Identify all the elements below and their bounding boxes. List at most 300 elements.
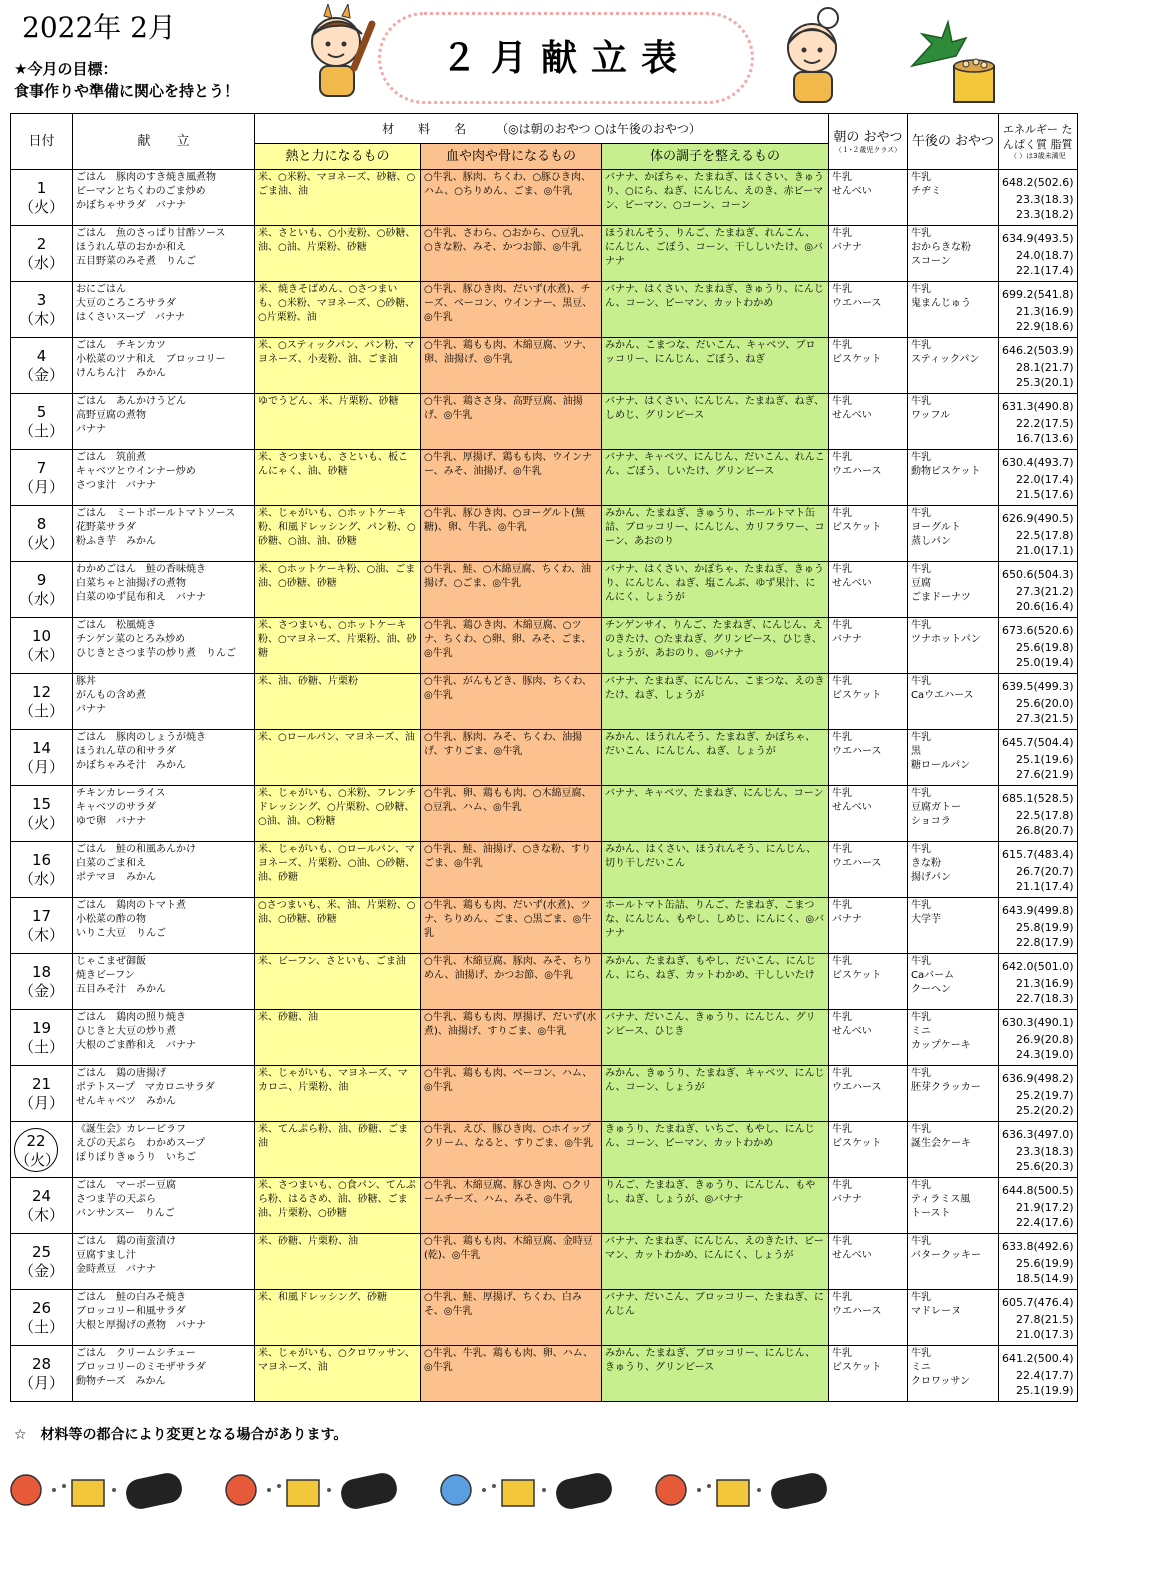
day-number: 17 bbox=[31, 906, 52, 925]
afternoon-snack-item: ミニ bbox=[911, 1362, 931, 1373]
dish-item: 小松菜の酢の物 bbox=[76, 914, 146, 925]
day-wrap bbox=[14, 347, 69, 385]
dish-item: 高野豆腐の煮物 bbox=[76, 410, 146, 421]
morning-snack-item: 牛乳 bbox=[832, 1012, 852, 1023]
day-of-week: （金） bbox=[18, 1261, 64, 1280]
energy-food-cell: 米、和風ドレッシング、砂糖 bbox=[255, 1290, 421, 1346]
menu-row bbox=[11, 562, 1078, 618]
energy-food-cell: 米、○ホットケーキ粉、○油、ごま油、○砂糖、砂糖 bbox=[255, 562, 421, 618]
fat-value: 25.1(19.9) bbox=[1016, 1384, 1074, 1397]
nutrition-cell bbox=[999, 898, 1078, 954]
protein-value: 26.7(20.7) bbox=[1016, 865, 1074, 878]
day-of-week: （火） bbox=[18, 813, 64, 832]
header-afternoon-snack: 午後の おやつ bbox=[908, 114, 999, 170]
condition-food-cell: バナナ、キャベツ、にんじん、だいこん、れんこん、ごぼう、しいたけ、グリンピース bbox=[602, 450, 829, 506]
header-nutrition bbox=[999, 114, 1078, 170]
masu-box-icon bbox=[717, 1480, 749, 1506]
morning-snack-cell bbox=[829, 506, 908, 562]
dish-item: ごはん チキンカツ bbox=[76, 340, 166, 351]
dish-item: 花野菜サラダ bbox=[76, 522, 136, 533]
day-number: 8 bbox=[36, 514, 47, 533]
energy-food-cell: 米、じゃがいも、マヨネーズ、マカロニ、片栗粉、油 bbox=[255, 1066, 421, 1122]
menu-cell bbox=[73, 562, 255, 618]
menu-row bbox=[11, 1178, 1078, 1234]
footer-deco-group bbox=[656, 1471, 830, 1510]
body-food-cell: ○牛乳、鮭、○木綿豆腐、ちくわ、油揚げ、○ごま、◎牛乳 bbox=[421, 562, 602, 618]
afternoon-snack-item: ごまドーナツ bbox=[911, 592, 971, 603]
energy-value: 644.8(500.5) bbox=[1002, 1184, 1074, 1197]
morning-snack-item: ウエハース bbox=[832, 746, 882, 757]
dish-item: ごはん 鮭の和風あんかけ bbox=[76, 844, 196, 855]
dish-item: キャベツとウインナー炒め bbox=[76, 466, 196, 477]
dish-item: バンサンスー りんご bbox=[76, 1208, 175, 1219]
afternoon-snack-item: 牛乳 bbox=[911, 1068, 931, 1079]
header-morning-snack bbox=[829, 114, 908, 170]
condition-food-cell: バナナ、たまねぎ、にんじん、こまつな、えのきたけ、ねぎ、しょうが bbox=[602, 674, 829, 730]
menu-cell bbox=[73, 1178, 255, 1234]
morning-snack-item: せんべい bbox=[832, 1026, 872, 1037]
energy-food-cell: 米、じゃがいも、○クロワッサン、マヨネーズ、油 bbox=[255, 1346, 421, 1402]
nutrition-cell bbox=[999, 1234, 1078, 1290]
afternoon-snack-item: 牛乳 bbox=[911, 844, 931, 855]
body-food-cell: ○牛乳、鶏もも肉、木綿豆腐、ツナ、卵、油揚げ、◎牛乳 bbox=[421, 338, 602, 394]
afternoon-snack-item: 胚芽クラッカー bbox=[911, 1082, 981, 1093]
footer-deco-group bbox=[226, 1471, 400, 1510]
dish-item: ごはん クリームシチュー bbox=[76, 1348, 196, 1359]
day-cell bbox=[11, 1234, 73, 1290]
afternoon-snack-item: クーヘン bbox=[911, 984, 951, 995]
morning-snack-item: 牛乳 bbox=[832, 732, 852, 743]
energy-food-cell: ゆでうどん、米、片栗粉、砂糖 bbox=[255, 394, 421, 450]
condition-food-cell: きゅうり、たまねぎ、いちご、もやし、にんじん、コーン、ピーマン、カットわかめ bbox=[602, 1122, 829, 1178]
girl-with-beans-illustration bbox=[770, 4, 860, 108]
day-wrap bbox=[14, 403, 69, 441]
afternoon-snack-item: ミニ bbox=[911, 1026, 931, 1037]
afternoon-snack-cell bbox=[908, 1066, 999, 1122]
bean-dot-icon bbox=[697, 1488, 701, 1492]
dish-item: 豆腐すまし汁 bbox=[76, 1250, 136, 1261]
morning-snack-cell bbox=[829, 394, 908, 450]
energy-value: 626.9(490.5) bbox=[1002, 512, 1074, 525]
afternoon-snack-item: 牛乳 bbox=[911, 788, 931, 799]
dish-item: はくさいスープ バナナ bbox=[76, 312, 185, 323]
footer-deco-group bbox=[11, 1471, 185, 1510]
dish-item: ほうれん草のおかか和え bbox=[76, 242, 186, 253]
dish-item: チンゲン菜のとろみ炒め bbox=[76, 634, 186, 645]
dish-item: 焼きビーフン bbox=[76, 970, 135, 981]
day-number: 9 bbox=[36, 570, 47, 589]
nutrition-cell bbox=[999, 1122, 1078, 1178]
fat-value: 25.6(20.3) bbox=[1016, 1160, 1074, 1173]
dish-item: ごはん 鶏肉の照り焼き bbox=[76, 1012, 186, 1023]
energy-food-cell: 米、焼きそばめん、○さつまいも、○米粉、マヨネーズ、○砂糖、○片栗粉、油 bbox=[255, 282, 421, 338]
holly-and-masu-illustration bbox=[902, 16, 1002, 108]
condition-food-cell: バナナ、だいこん、きゅうり、にんじん、グリンピース、ひじき bbox=[602, 1010, 829, 1066]
energy-value: 645.7(504.4) bbox=[1002, 736, 1074, 749]
afternoon-snack-item: ショコラ bbox=[911, 816, 951, 827]
menu-title: ２月献立表 bbox=[440, 38, 691, 79]
menu-cell bbox=[73, 394, 255, 450]
dish-item: ごはん あんかけうどん bbox=[76, 396, 186, 407]
menu-cell bbox=[73, 730, 255, 786]
nutrition-cell bbox=[999, 786, 1078, 842]
dish-item: ごはん 豚肉のしょうが焼き bbox=[76, 732, 206, 743]
day-cell bbox=[11, 786, 73, 842]
energy-food-cell: 米、じゃがいも、○ロールパン、マヨネーズ、片栗粉、○油、○砂糖、油、砂糖 bbox=[255, 842, 421, 898]
dish-item: 動物チーズ みかん bbox=[76, 1376, 166, 1387]
morning-snack-item: ウエハース bbox=[832, 1082, 882, 1093]
afternoon-snack-item: 豆腐ガトー bbox=[911, 802, 961, 813]
morning-snack-cell bbox=[829, 1178, 908, 1234]
energy-value: 634.9(493.5) bbox=[1002, 232, 1074, 245]
morning-snack-item: ビスケット bbox=[832, 354, 882, 365]
day-number: 7 bbox=[36, 458, 47, 477]
day-number: 10 bbox=[31, 626, 52, 645]
nutrition-cell bbox=[999, 170, 1078, 226]
menu-cell bbox=[73, 618, 255, 674]
day-wrap bbox=[14, 291, 69, 329]
dish-item: ごはん 豚肉のすき焼き風煮物 bbox=[76, 172, 216, 183]
energy-value: 643.9(499.8) bbox=[1002, 904, 1074, 917]
dish-item: 粉ふき芋 みかん bbox=[76, 536, 156, 547]
fat-value: 22.9(18.6) bbox=[1016, 320, 1074, 333]
day-number: 16 bbox=[31, 850, 52, 869]
condition-food-cell: バナナ、だいこん、ブロッコリー、たまねぎ、にんじん bbox=[602, 1290, 829, 1346]
afternoon-snack-item: 誕生会ケーキ bbox=[911, 1138, 971, 1149]
morning-snack-item: せんべい bbox=[832, 802, 872, 813]
morning-snack-item: ビスケット bbox=[832, 1362, 882, 1373]
condition-food-cell: ホールトマト缶詰、りんご、たまねぎ、こまつな、にんじん、もやし、しめじ、にんにく、◎バナナ bbox=[602, 898, 829, 954]
dish-item: ごはん ミートボールトマトソース bbox=[76, 508, 236, 519]
condition-food-cell: みかん、たまねぎ、ブロッコリー、にんじん、きゅうり、グリンピース bbox=[602, 1346, 829, 1402]
monthly-menu-table bbox=[10, 113, 1078, 1402]
fat-value: 23.3(18.2) bbox=[1016, 208, 1074, 221]
day-number: 12 bbox=[31, 682, 52, 701]
morning-snack-item: ビスケット bbox=[832, 1138, 882, 1149]
menu-cell bbox=[73, 282, 255, 338]
energy-food-cell: 米、○ロールパン、マヨネーズ、油 bbox=[255, 730, 421, 786]
dish-item: 大豆のころころサラダ bbox=[76, 298, 176, 309]
nutrition-cell bbox=[999, 1066, 1078, 1122]
protein-value: 25.1(19.6) bbox=[1016, 753, 1074, 766]
day-number: 21 bbox=[31, 1074, 52, 1093]
menu-cell bbox=[73, 1346, 255, 1402]
afternoon-snack-item: チヂミ bbox=[911, 186, 941, 197]
menu-cell bbox=[73, 338, 255, 394]
fat-value: 25.3(20.1) bbox=[1016, 376, 1074, 389]
protein-value: 28.1(21.7) bbox=[1016, 361, 1074, 374]
bean-dot-icon bbox=[327, 1488, 331, 1492]
day-wrap bbox=[14, 683, 69, 721]
morning-snack-item: せんべい bbox=[832, 410, 872, 421]
morning-snack-item: 牛乳 bbox=[832, 1124, 852, 1135]
nutrition-cell bbox=[999, 450, 1078, 506]
fat-value: 22.7(18.3) bbox=[1016, 992, 1074, 1005]
day-wrap bbox=[14, 1187, 69, 1225]
footer-deco-group bbox=[441, 1471, 615, 1510]
day-cell bbox=[11, 506, 73, 562]
energy-value: 699.2(541.8) bbox=[1002, 288, 1074, 301]
energy-food-cell: 米、砂糖、油 bbox=[255, 1010, 421, 1066]
header-condition-food: 体の調子を整えるもの bbox=[602, 144, 829, 170]
body-food-cell: ○牛乳、厚揚げ、鶏もも肉、ウインナー、みそ、油揚げ、◎牛乳 bbox=[421, 450, 602, 506]
nutrition-cell bbox=[999, 1290, 1078, 1346]
afternoon-snack-cell bbox=[908, 618, 999, 674]
menu-row bbox=[11, 898, 1078, 954]
morning-snack-item: 牛乳 bbox=[832, 620, 852, 631]
protein-value: 26.9(20.8) bbox=[1016, 1033, 1074, 1046]
morning-snack-cell bbox=[829, 562, 908, 618]
fat-value: 18.5(14.9) bbox=[1016, 1272, 1074, 1285]
nutrition-cell bbox=[999, 618, 1078, 674]
body-food-cell: ○牛乳、鮭、厚揚げ、ちくわ、白みそ、◎牛乳 bbox=[421, 1290, 602, 1346]
afternoon-snack-cell bbox=[908, 1010, 999, 1066]
morning-snack-item: ウエハース bbox=[832, 1306, 882, 1317]
afternoon-snack-item: スコーン bbox=[911, 256, 951, 267]
afternoon-snack-item: 牛乳 bbox=[911, 396, 931, 407]
morning-snack-item: ウエハース bbox=[832, 298, 882, 309]
fat-value: 21.1(17.4) bbox=[1016, 880, 1074, 893]
condition-food-cell: バナナ、かぼちゃ、たまねぎ、はくさい、きゅうり、○にら、ねぎ、にんじん、えのき、赤ピーマン、ピーマン、○コーン、コーン bbox=[602, 170, 829, 226]
energy-food-cell: 米、さといも、○小麦粉、○砂糖、油、○油、片栗粉、砂糖 bbox=[255, 226, 421, 282]
morning-snack-item: バナナ bbox=[832, 1194, 862, 1205]
day-of-week: （土） bbox=[18, 421, 64, 440]
nutrition-cell bbox=[999, 562, 1078, 618]
dish-item: ごはん 筑前煮 bbox=[76, 452, 146, 463]
energy-value: 615.7(483.4) bbox=[1002, 848, 1074, 861]
dish-item: バナナ bbox=[76, 704, 106, 715]
morning-snack-item: 牛乳 bbox=[832, 1180, 852, 1191]
bean-dot-icon bbox=[112, 1488, 116, 1492]
day-of-week: （木） bbox=[18, 1205, 64, 1224]
protein-value: 22.5(17.8) bbox=[1016, 529, 1074, 542]
day-of-week: （金） bbox=[18, 981, 64, 1000]
fat-value: 21.0(17.3) bbox=[1016, 1328, 1074, 1341]
fat-value: 22.1(17.4) bbox=[1016, 264, 1074, 277]
oni-face-icon bbox=[656, 1475, 686, 1505]
dish-item: ごはん 松風焼き bbox=[76, 620, 156, 631]
day-cell bbox=[11, 1346, 73, 1402]
protein-value: 22.5(17.8) bbox=[1016, 809, 1074, 822]
afternoon-snack-cell bbox=[908, 954, 999, 1010]
nutrition-cell bbox=[999, 394, 1078, 450]
morning-snack-cell bbox=[829, 282, 908, 338]
morning-snack-item: 牛乳 bbox=[832, 900, 852, 911]
menu-row bbox=[11, 842, 1078, 898]
fat-value: 24.3(19.0) bbox=[1016, 1048, 1074, 1061]
day-wrap bbox=[14, 1243, 69, 1281]
protein-value: 22.2(17.5) bbox=[1016, 417, 1074, 430]
bean-dot-icon bbox=[277, 1484, 281, 1488]
day-number: 25 bbox=[31, 1242, 52, 1261]
day-of-week: （土） bbox=[18, 1317, 64, 1336]
afternoon-snack-item: 牛乳 bbox=[911, 956, 931, 967]
morning-snack-item: 牛乳 bbox=[832, 564, 852, 575]
morning-snack-cell bbox=[829, 1234, 908, 1290]
ehomaki-roll-icon bbox=[123, 1471, 184, 1510]
energy-food-cell: ○さつまいも、米、油、片栗粉、○油、○砂糖、砂糖 bbox=[255, 898, 421, 954]
nutrition-cell bbox=[999, 338, 1078, 394]
energy-value: 636.9(498.2) bbox=[1002, 1072, 1074, 1085]
afternoon-snack-cell bbox=[908, 1234, 999, 1290]
afternoon-snack-item: 大学芋 bbox=[911, 914, 941, 925]
afternoon-snack-cell bbox=[908, 338, 999, 394]
dish-item: ブロッコリー和風サラダ bbox=[76, 1306, 186, 1317]
header-morning-snack-note: （１･２歳児クラス） bbox=[834, 145, 902, 154]
day-cell bbox=[11, 898, 73, 954]
header-nutrition-note: （ ）は3歳未満児 bbox=[1009, 152, 1066, 160]
header-morning-snack-label: 朝の おやつ bbox=[833, 129, 903, 145]
morning-snack-item: 牛乳 bbox=[832, 1348, 852, 1359]
oni-face-icon bbox=[441, 1475, 471, 1505]
morning-snack-item: バナナ bbox=[832, 634, 862, 645]
dish-item: ぽりぽりきゅうり いちご bbox=[76, 1152, 196, 1163]
morning-snack-cell bbox=[829, 1066, 908, 1122]
menu-row bbox=[11, 786, 1078, 842]
body-food-cell: ○牛乳、鶏もも肉、ベーコン、ハム、◎牛乳 bbox=[421, 1066, 602, 1122]
afternoon-snack-item: 牛乳 bbox=[911, 172, 931, 183]
morning-snack-item: 牛乳 bbox=[832, 452, 852, 463]
condition-food-cell: バナナ、はくさい、にんじん、たまねぎ、ねぎ、しめじ、グリンピース bbox=[602, 394, 829, 450]
header-energy-food: 熱と力になるもの bbox=[255, 144, 421, 170]
afternoon-snack-item: バタークッキー bbox=[911, 1250, 981, 1261]
afternoon-snack-item: 牛乳 bbox=[911, 284, 931, 295]
protein-value: 22.0(17.4) bbox=[1016, 473, 1074, 486]
afternoon-snack-item: 黒 bbox=[911, 746, 921, 757]
menu-cell bbox=[73, 226, 255, 282]
day-wrap bbox=[14, 179, 69, 217]
condition-food-cell: みかん、ほうれんそう、たまねぎ、かぼちゃ、だいこん、にんじん、ねぎ、しょうが bbox=[602, 730, 829, 786]
afternoon-snack-cell bbox=[908, 282, 999, 338]
fat-value: 25.2(20.2) bbox=[1016, 1104, 1074, 1117]
afternoon-snack-item: ツナホットパン bbox=[911, 634, 981, 645]
fat-value: 21.5(17.6) bbox=[1016, 488, 1074, 501]
menu-cell bbox=[73, 1234, 255, 1290]
day-number: 22 bbox=[26, 1131, 46, 1150]
dish-item: ごはん マーボー豆腐 bbox=[76, 1180, 176, 1191]
day-of-week: （月） bbox=[18, 1373, 64, 1392]
nutrition-cell bbox=[999, 842, 1078, 898]
energy-value: 646.2(503.9) bbox=[1002, 344, 1074, 357]
day-wrap bbox=[14, 515, 69, 553]
day-wrap bbox=[14, 235, 69, 273]
day-cell bbox=[11, 338, 73, 394]
fat-value: 20.6(16.4) bbox=[1016, 600, 1074, 613]
day-wrap bbox=[14, 795, 69, 833]
masu-box-icon bbox=[287, 1480, 319, 1506]
day-number: 19 bbox=[31, 1018, 52, 1037]
day-wrap bbox=[14, 907, 69, 945]
ehomaki-roll-icon bbox=[768, 1471, 829, 1510]
dish-item: ごはん 鶏の唐揚げ bbox=[76, 1068, 166, 1079]
day-cell bbox=[11, 1122, 73, 1178]
menu-row bbox=[11, 674, 1078, 730]
dish-item: 白菜のごま和え bbox=[76, 858, 146, 869]
afternoon-snack-item: きな粉 bbox=[911, 858, 941, 869]
afternoon-snack-item: 糖ロールパン bbox=[911, 760, 971, 771]
day-cell bbox=[11, 1290, 73, 1346]
afternoon-snack-cell bbox=[908, 1290, 999, 1346]
morning-snack-item: 牛乳 bbox=[832, 1292, 852, 1303]
fat-value: 27.6(21.9) bbox=[1016, 768, 1074, 781]
fat-value: 16.7(13.6) bbox=[1016, 432, 1074, 445]
afternoon-snack-item: ワッフル bbox=[911, 410, 951, 421]
dish-item: ごはん 魚のさっぱり甘酢ソース bbox=[76, 228, 226, 239]
dish-item: がんもの含め煮 bbox=[76, 690, 146, 701]
menu-row bbox=[11, 338, 1078, 394]
afternoon-snack-item: 牛乳 bbox=[911, 732, 931, 743]
dish-item: 五目みそ汁 みかん bbox=[76, 984, 166, 995]
goal-heading: ★今月の目標： bbox=[14, 60, 118, 78]
condition-food-cell: バナナ、キャベツ、たまねぎ、にんじん、コーン bbox=[602, 786, 829, 842]
dish-item: ごはん 鶏肉のトマト煮 bbox=[76, 900, 186, 911]
dish-item: さつま芋の天ぷら bbox=[76, 1194, 156, 1205]
menu-table-body bbox=[11, 170, 1078, 1402]
day-cell bbox=[11, 674, 73, 730]
day-cell bbox=[11, 618, 73, 674]
afternoon-snack-item: クロワッサン bbox=[911, 1376, 970, 1387]
energy-value: 648.2(502.6) bbox=[1002, 176, 1074, 189]
body-food-cell: ○牛乳、鶏もも肉、厚揚げ、だいず(水煮)、油揚げ、すりごま、◎牛乳 bbox=[421, 1010, 602, 1066]
condition-food-cell: みかん、たまねぎ、きゅうり、ホールトマト缶詰、ブロッコリー、にんじん、カリフラワー、コーン、あおのり bbox=[602, 506, 829, 562]
morning-snack-cell bbox=[829, 842, 908, 898]
menu-cell bbox=[73, 898, 255, 954]
day-wrap bbox=[14, 1299, 69, 1337]
day-cell bbox=[11, 1178, 73, 1234]
body-food-cell: ○牛乳、豚ひき肉、だいず(水煮)、チーズ、ベーコン、ウインナー、黒豆、◎牛乳 bbox=[421, 282, 602, 338]
menu-row bbox=[11, 282, 1078, 338]
day-of-week: （木） bbox=[18, 925, 64, 944]
afternoon-snack-item: 牛乳 bbox=[911, 1236, 931, 1247]
morning-snack-cell bbox=[829, 674, 908, 730]
afternoon-snack-item: 牛乳 bbox=[911, 1124, 931, 1135]
masu-box-icon bbox=[72, 1480, 104, 1506]
menu-row bbox=[11, 1346, 1078, 1402]
menu-cell bbox=[73, 842, 255, 898]
day-wrap bbox=[14, 571, 69, 609]
dish-item: ひじきとさつま芋の炒り煮 りんご bbox=[76, 648, 236, 659]
nutrition-cell bbox=[999, 226, 1078, 282]
morning-snack-cell bbox=[829, 450, 908, 506]
morning-snack-item: 牛乳 bbox=[832, 956, 852, 967]
protein-value: 27.8(21.5) bbox=[1016, 1313, 1074, 1326]
dish-item: ほうれん草の和サラダ bbox=[76, 746, 176, 757]
day-cell bbox=[11, 730, 73, 786]
nutrition-cell bbox=[999, 506, 1078, 562]
afternoon-snack-cell bbox=[908, 394, 999, 450]
afternoon-snack-item: 蒸しパン bbox=[911, 536, 951, 547]
day-cell bbox=[11, 282, 73, 338]
bean-dot-icon bbox=[707, 1484, 711, 1488]
energy-food-cell: 米、○米粉、マヨネーズ、砂糖、○ごま油、油 bbox=[255, 170, 421, 226]
day-of-week: （水） bbox=[18, 253, 64, 272]
body-food-cell: ○牛乳、牛乳、鶏もも肉、卵、ハム、◎牛乳 bbox=[421, 1346, 602, 1402]
protein-value: 22.4(17.7) bbox=[1016, 1369, 1074, 1382]
day-of-week: （木） bbox=[18, 645, 64, 664]
condition-food-cell: みかん、こまつな、だいこん、キャベツ、ブロッコリー、にんじん、ごぼう、ねぎ bbox=[602, 338, 829, 394]
day-number: 2 bbox=[36, 234, 47, 253]
afternoon-snack-item: Caバーム bbox=[911, 970, 955, 981]
energy-value: 673.6(520.6) bbox=[1002, 624, 1074, 637]
bean-dot-icon bbox=[492, 1484, 496, 1488]
energy-food-cell: 米、砂糖、片栗粉、油 bbox=[255, 1234, 421, 1290]
day-of-week: （金） bbox=[18, 365, 64, 384]
menu-row bbox=[11, 226, 1078, 282]
dish-item: バナナ bbox=[76, 424, 106, 435]
day-of-week: （月） bbox=[18, 757, 64, 776]
day-wrap bbox=[14, 627, 69, 665]
morning-snack-cell bbox=[829, 618, 908, 674]
